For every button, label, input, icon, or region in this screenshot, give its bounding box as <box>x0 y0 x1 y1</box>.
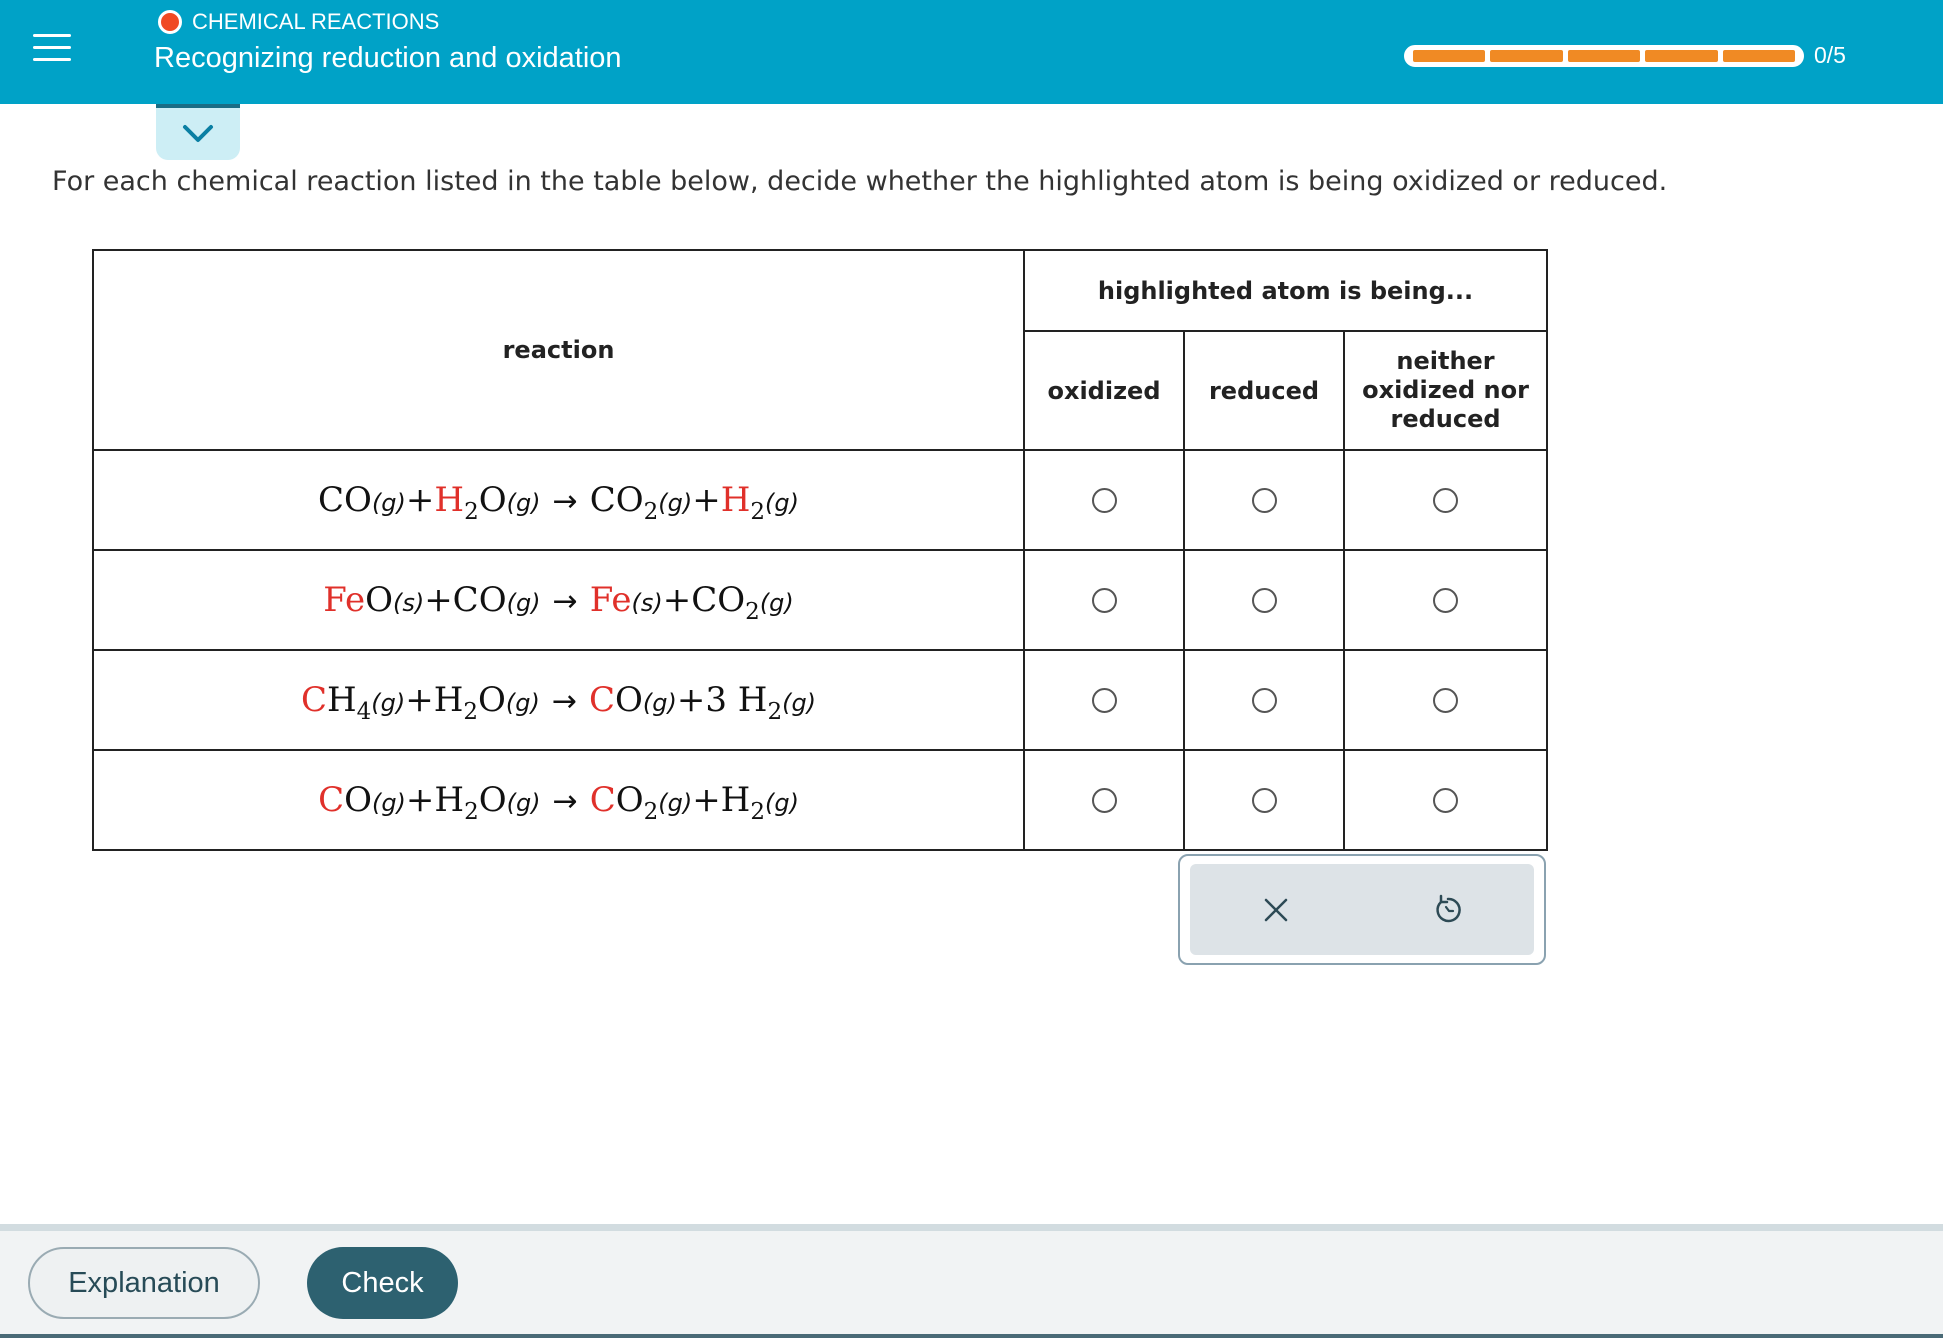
reaction-arrow-icon: → <box>552 784 578 819</box>
highlighted-atom: C <box>589 780 616 820</box>
state-label: (g) <box>759 589 794 617</box>
state-label: (g) <box>506 589 541 617</box>
radio-neither[interactable] <box>1433 588 1458 613</box>
reaction-arrow-icon: → <box>551 684 577 719</box>
subscript: 2 <box>750 499 765 525</box>
close-icon <box>1261 895 1291 925</box>
formula-text: +H <box>405 780 465 820</box>
radio-reduced[interactable] <box>1252 688 1277 713</box>
chevron-down-icon <box>180 122 216 146</box>
radio-neither[interactable] <box>1433 688 1458 713</box>
chemical-equation <box>318 780 799 825</box>
formula-text: CO <box>589 480 644 520</box>
formula-text: O <box>344 780 372 820</box>
highlighted-atom: H <box>434 480 465 520</box>
formula-text: O <box>478 480 507 520</box>
formula-text: O <box>615 680 643 720</box>
menu-button[interactable] <box>6 12 98 82</box>
oxidized-column-header: oxidized <box>1024 331 1184 450</box>
neither-header-line: oxidized nor <box>1362 376 1529 404</box>
formula-text: +H <box>692 780 751 820</box>
subscript: 2 <box>745 599 760 625</box>
radio-oxidized[interactable] <box>1092 588 1117 613</box>
topic-text: CHEMICAL REACTIONS <box>192 9 440 34</box>
formula-text: CO <box>318 480 372 520</box>
highlighted-atom: C <box>300 680 327 720</box>
table-row <box>93 750 1547 850</box>
reaction-cell <box>93 650 1024 750</box>
state-label: (g) <box>658 489 693 517</box>
state-label: (g) <box>371 789 406 817</box>
chemical-equation <box>318 480 799 525</box>
formula-text: + <box>405 480 435 520</box>
radio-oxidized[interactable] <box>1092 488 1117 513</box>
table-row <box>93 450 1547 550</box>
menu-icon-line <box>33 34 71 37</box>
reaction-arrow-icon: → <box>552 584 578 619</box>
state-label: (g) <box>764 789 799 817</box>
undo-button[interactable] <box>1418 880 1478 940</box>
state-label: (g) <box>506 789 541 817</box>
state-label: (g) <box>764 489 799 517</box>
formula-text: +CO <box>662 580 746 620</box>
chemical-equation <box>300 680 817 725</box>
subscript: 2 <box>463 699 479 725</box>
reaction-table <box>92 249 1548 851</box>
formula-text: H <box>326 680 357 720</box>
reduced-cell <box>1184 750 1344 850</box>
radio-neither[interactable] <box>1433 788 1458 813</box>
formula-text: + <box>692 480 721 520</box>
neither-cell <box>1344 750 1547 850</box>
reaction-cell <box>93 550 1024 650</box>
subscript: 2 <box>750 799 765 825</box>
radio-reduced[interactable] <box>1252 488 1277 513</box>
explanation-button[interactable]: Explanation <box>28 1247 260 1319</box>
undo-icon <box>1431 893 1465 927</box>
subscript: 2 <box>767 699 783 725</box>
reduced-cell <box>1184 550 1344 650</box>
footer-bottom-border <box>0 1334 1943 1338</box>
state-label: (g) <box>642 689 677 717</box>
radio-reduced[interactable] <box>1252 588 1277 613</box>
table-row <box>93 650 1547 750</box>
formula-text: O <box>365 580 393 620</box>
neither-header-line: reduced <box>1390 405 1501 433</box>
reduced-cell <box>1184 450 1344 550</box>
menu-icon-line <box>33 58 71 61</box>
progress-segment <box>1490 50 1562 62</box>
highlighted-atom: Fe <box>589 580 632 620</box>
chemical-equation <box>323 580 794 625</box>
radio-oxidized[interactable] <box>1092 688 1117 713</box>
footer-bar <box>0 1224 1943 1338</box>
subscript: 2 <box>464 499 479 525</box>
collapse-toggle[interactable] <box>156 104 240 160</box>
state-label: (g) <box>782 689 817 717</box>
reduced-cell <box>1184 650 1344 750</box>
check-button[interactable]: Check <box>307 1247 458 1319</box>
clear-button[interactable] <box>1246 880 1306 940</box>
state-label: (g) <box>658 789 693 817</box>
topic-label <box>158 8 439 36</box>
reduced-column-header: reduced <box>1184 331 1344 450</box>
lesson-title: Recognizing reduction and oxidation <box>154 42 622 74</box>
answer-tools-panel <box>1178 854 1546 965</box>
topic-status-icon <box>158 10 182 34</box>
neither-cell <box>1344 550 1547 650</box>
progress-bar <box>1404 45 1804 67</box>
neither-cell <box>1344 650 1547 750</box>
state-label: (s) <box>631 589 663 617</box>
neither-cell <box>1344 450 1547 550</box>
reaction-cell <box>93 750 1024 850</box>
reaction-cell <box>93 450 1024 550</box>
answer-tools-bar <box>1190 864 1534 955</box>
formula-text: O <box>615 780 644 820</box>
subscript: 4 <box>356 699 372 725</box>
subscript: 2 <box>464 799 479 825</box>
state-label: (g) <box>371 689 406 717</box>
neither-column-header <box>1344 331 1547 450</box>
state-label: (s) <box>392 589 425 617</box>
menu-icon-line <box>33 46 71 49</box>
question-instruction: For each chemical reaction listed in the table below, decide whether the highlighted atom is being oxidized or reduced. <box>52 166 1668 197</box>
table-row <box>93 550 1547 650</box>
progress-segment <box>1723 50 1795 62</box>
header-bar <box>0 0 1943 104</box>
oxidized-cell <box>1024 750 1184 850</box>
highlighted-atom: C <box>589 680 616 720</box>
highlighted-atom: H <box>720 480 751 520</box>
neither-header-line: neither <box>1396 347 1495 375</box>
formula-text: O <box>478 780 507 820</box>
progress-segment <box>1645 50 1717 62</box>
progress-count: 0/5 <box>1814 42 1846 68</box>
radio-reduced[interactable] <box>1252 788 1277 813</box>
formula-text: +CO <box>424 580 507 620</box>
state-label: (g) <box>506 489 541 517</box>
formula-text: +3 H <box>676 680 768 720</box>
state-label: (g) <box>371 489 406 517</box>
formula-text: +H <box>405 680 464 720</box>
formula-text: O <box>478 680 506 720</box>
reaction-arrow-icon: → <box>552 484 578 519</box>
progress-segment <box>1413 50 1485 62</box>
subscript: 2 <box>643 499 659 525</box>
highlighted-atom: Fe <box>323 580 366 620</box>
oxidized-cell <box>1024 650 1184 750</box>
radio-oxidized[interactable] <box>1092 788 1117 813</box>
progress-segment <box>1568 50 1640 62</box>
subscript: 2 <box>643 799 659 825</box>
state-label: (g) <box>505 689 540 717</box>
oxidized-cell <box>1024 550 1184 650</box>
group-header: highlighted atom is being... <box>1024 250 1547 331</box>
highlighted-atom: C <box>318 780 345 820</box>
oxidized-cell <box>1024 450 1184 550</box>
radio-neither[interactable] <box>1433 488 1458 513</box>
reaction-column-header: reaction <box>93 250 1024 450</box>
